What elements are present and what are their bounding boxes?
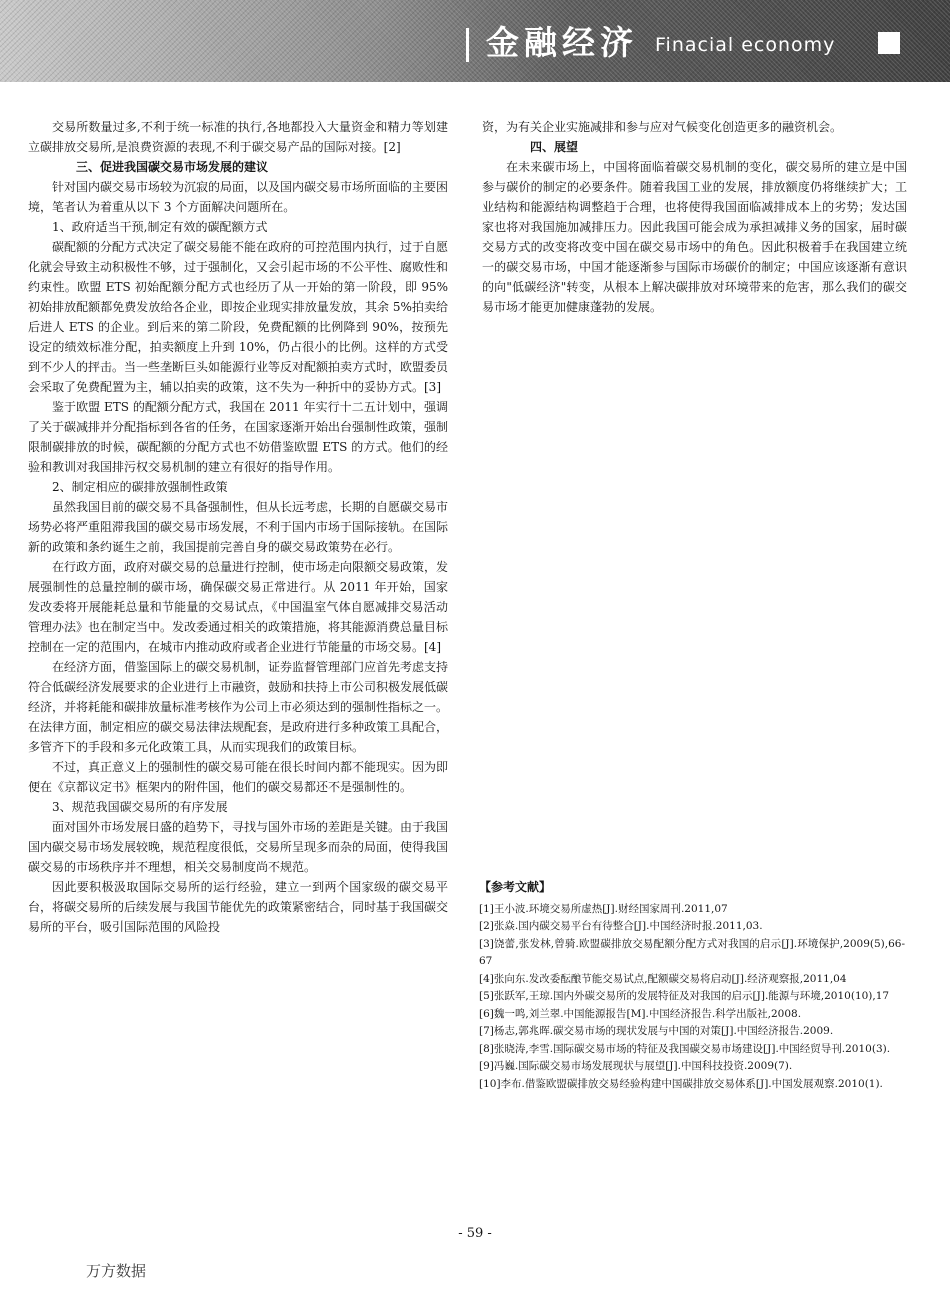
paragraph: 面对国外市场发展日盛的趋势下，寻找与国外市场的差距是关键。由于我国国内碳交易市场发展较晚，规范程度很低，交易所呈现多而杂的局面，使得我国碳交易的市场秩序并不理想，相关交易制度尚不规范。 — [28, 820, 449, 874]
paragraph: 碳配额的分配方式决定了碳交易能不能在政府的可控范围内执行，过于自愿化就会导致主动积极性不够，过于强制化，又会引起市场的不公平性、腐败性和约束性。欧盟 ETS 初始配额分配方式也经历了从一开始的第一阶段，即 95%初始排放配额都免费发放给各企业，即按企业现实排放量发放，其余 5%拍卖给后进人 ETS 的企业。到后来的第二阶段，免费配额的比例降到 90%，按预先设定的绩效标准分配，拍卖额度上升到 10%，仍占很小的比例。这样的方式受到不少人的抨击。当一些垄断巨头如能源行业等反对配额拍卖方式时，欧盟委员会采取了免费配置为主，辅以拍卖的政策，这不失为一种折中的妥协方式。[3] — [28, 240, 449, 394]
subsection-heading: 2、制定相应的碳排放强制性政策 — [52, 480, 228, 494]
section-heading: 四、展望 — [530, 140, 579, 154]
references-title: 【参考文献】 — [479, 880, 552, 894]
paragraph: 在行政方面，政府对碳交易的总量进行控制，使市场走向限额交易政策，发展强制性的总量控制的碳市场，确保碳交易正常进行。从 2011 年开始，国家发改委将开展能耗总量和节能量的交易试点，《中国温室气体自愿减排交易活动管理办法》也在制定当中。发改委通过相关的政策措施，将其能源消费总量目标控制在一定的范围内，在城市内推动政府或者企业进行节能量的市场交易。[4] — [28, 560, 449, 654]
paragraph: 鉴于欧盟 ETS 的配额分配方式，我国在 2011 年实行十二五计划中，强调了关于碳减排并分配指标到各省的任务，在国家逐渐开始出台强制性政策，强制限制碳排放的时候，碳配额的分配方式也不妨借鉴欧盟 ETS 的方式。他们的经验和教训对我国排污权交易机制的建立有很好的指导作用。 — [28, 400, 449, 474]
subsection-heading: 3、规范我国碳交易所的有序发展 — [52, 800, 228, 814]
subsection-heading: 1、政府适当干预,制定有效的碳配额方式 — [52, 220, 268, 234]
paragraph: 在经济方面，借鉴国际上的碳交易机制，证券监督管理部门应首先考虑支持符合低碳经济发展要求的企业进行上市融资，鼓励和扶持上市公司积极发展低碳经济，并将耗能和碳排放量标准考核作为公司上市必须达到的强制性指标之一。 — [28, 660, 449, 714]
right-text-column — [482, 117, 907, 317]
paragraph: 在法律方面，制定相应的碳交易法律法规配套，是政府进行多种政策工具配合，多管齐下的手段和多元化政策工具，从而实现我们的政策目标。 — [28, 720, 449, 754]
paragraph: 资，为有关企业实施减排和参与应对气候变化创造更多的融资机会。 — [482, 120, 843, 134]
reference-item: [5]张跃军,王琼.国内外碳交易所的发展特征及对我国的启示[J].能源与环境,2010(10),17 — [479, 990, 890, 1002]
references-list — [479, 901, 905, 1094]
paragraph: 交易所数量过多,不利于统一标准的执行,各地都投入大量资金和精力等划建立碳排放交易所,是浪费资源的表现,不利于碳交易产品的国际对接。[2] — [28, 120, 448, 154]
reference-item: [6]魏一鸣,刘兰翠.中国能源报告[M].中国经济报告.科学出版社,2008. — [479, 1007, 802, 1020]
references-section — [479, 879, 905, 1093]
reference-item: [7]杨志,郭兆晖.碳交易市场的现状发展与中国的对策[J].中国经济报告.2009. — [479, 1025, 834, 1037]
reference-item: [2]张焱.国内碳交易平台有待整合[J].中国经济时报.2011,03. — [479, 920, 763, 932]
header-divider-bar — [466, 28, 469, 62]
reference-item: [4]张向东.发改委酝酿节能交易试点,配额碳交易将启动[J].经济观察报,2011,04 — [479, 972, 847, 985]
paragraph: 针对国内碳交易市场较为沉寂的局面，以及国内碳交易市场所面临的主要困境，笔者认为着重从以下 3 个方面解决问题所在。 — [28, 180, 449, 214]
paragraph: 在未来碳市场上，中国将面临着碳交易机制的变化，碳交易所的建立是中国参与碳价的制定的必要条件。随着我国工业的发展，排放额度仍将继续扩大；工业结构和能源结构调整趋于合理，也将使得我国面临减排成本上的劣势；发达国家也将对我国施加减排压力。因此我国可能会成为承担减排义务的国家，届时碳交易方式的改变将改变中国在碳交易市场中的角色。因此积极着手在我国建立统一的碳交易市场，中国才能逐渐参与国际市场碳价的制定；中国应该逐渐有意识的向"低碳经济"转变，从根本上解决碳排放对环境带来的危害，那么我们的碳交易市场才能更加健康蓬勃的发展。 — [482, 160, 907, 314]
reference-item: [1]王小波.环境交易所虚热[J].财经国家周刊.2011,07 — [479, 902, 728, 915]
paragraph: 因此要积极汲取国际交易所的运行经验，建立一到两个国家级的碳交易平台，将碳交易所的后续发展与我国节能优先的政策紧密结合，同时基于我国碳交易所的平台，吸引国际范围的风险投 — [28, 880, 449, 934]
source-watermark: 万方数据 — [86, 1262, 147, 1280]
reference-item: [3]饶蕾,张发林,曾骑.欧盟碳排放交易配额分配方式对我国的启示[J].环境保护,2009(5),66-67 — [479, 937, 905, 967]
section-heading: 三、促进我国碳交易市场发展的建议 — [76, 160, 269, 174]
reference-item: [10]李布.借鉴欧盟碳排放交易经验构建中国碳排放交易体系[J].中国发展观察.2010(1). — [479, 1077, 883, 1090]
paragraph: 虽然我国目前的碳交易不具备强制性，但从长远考虑，长期的自愿碳交易市场势必将严重阻滞我国的碳交易市场发展，不利于国内市场于国际接轨。在国际新的政策和条约诞生之前，我国提前完善自身的碳交易政策势在必行。 — [28, 500, 449, 554]
reference-item: [9]冯巍.国际碳交易市场发展现状与展望[J].中国科技投资.2009(7). — [479, 1060, 793, 1072]
paragraph: 不过，真正意义上的强制性的碳交易可能在很长时间内都不能现实。因为即便在《京都议定书》框架内的附件国，他们的碳交易都还不是强制性的。 — [28, 760, 449, 794]
left-text-column — [28, 117, 448, 937]
journal-section-title: 金融经济 — [486, 23, 638, 62]
page-number: - 59 - — [458, 1226, 492, 1241]
reference-item: [8]张晓涛,李雪.国际碳交易市场的特征及我国碳交易市场建设[J].中国经贸导刊.2010(3). — [479, 1042, 891, 1055]
journal-section-subtitle: Finacial economy — [655, 34, 836, 56]
page-header-banner — [0, 0, 950, 82]
header-square-mark — [878, 32, 900, 54]
